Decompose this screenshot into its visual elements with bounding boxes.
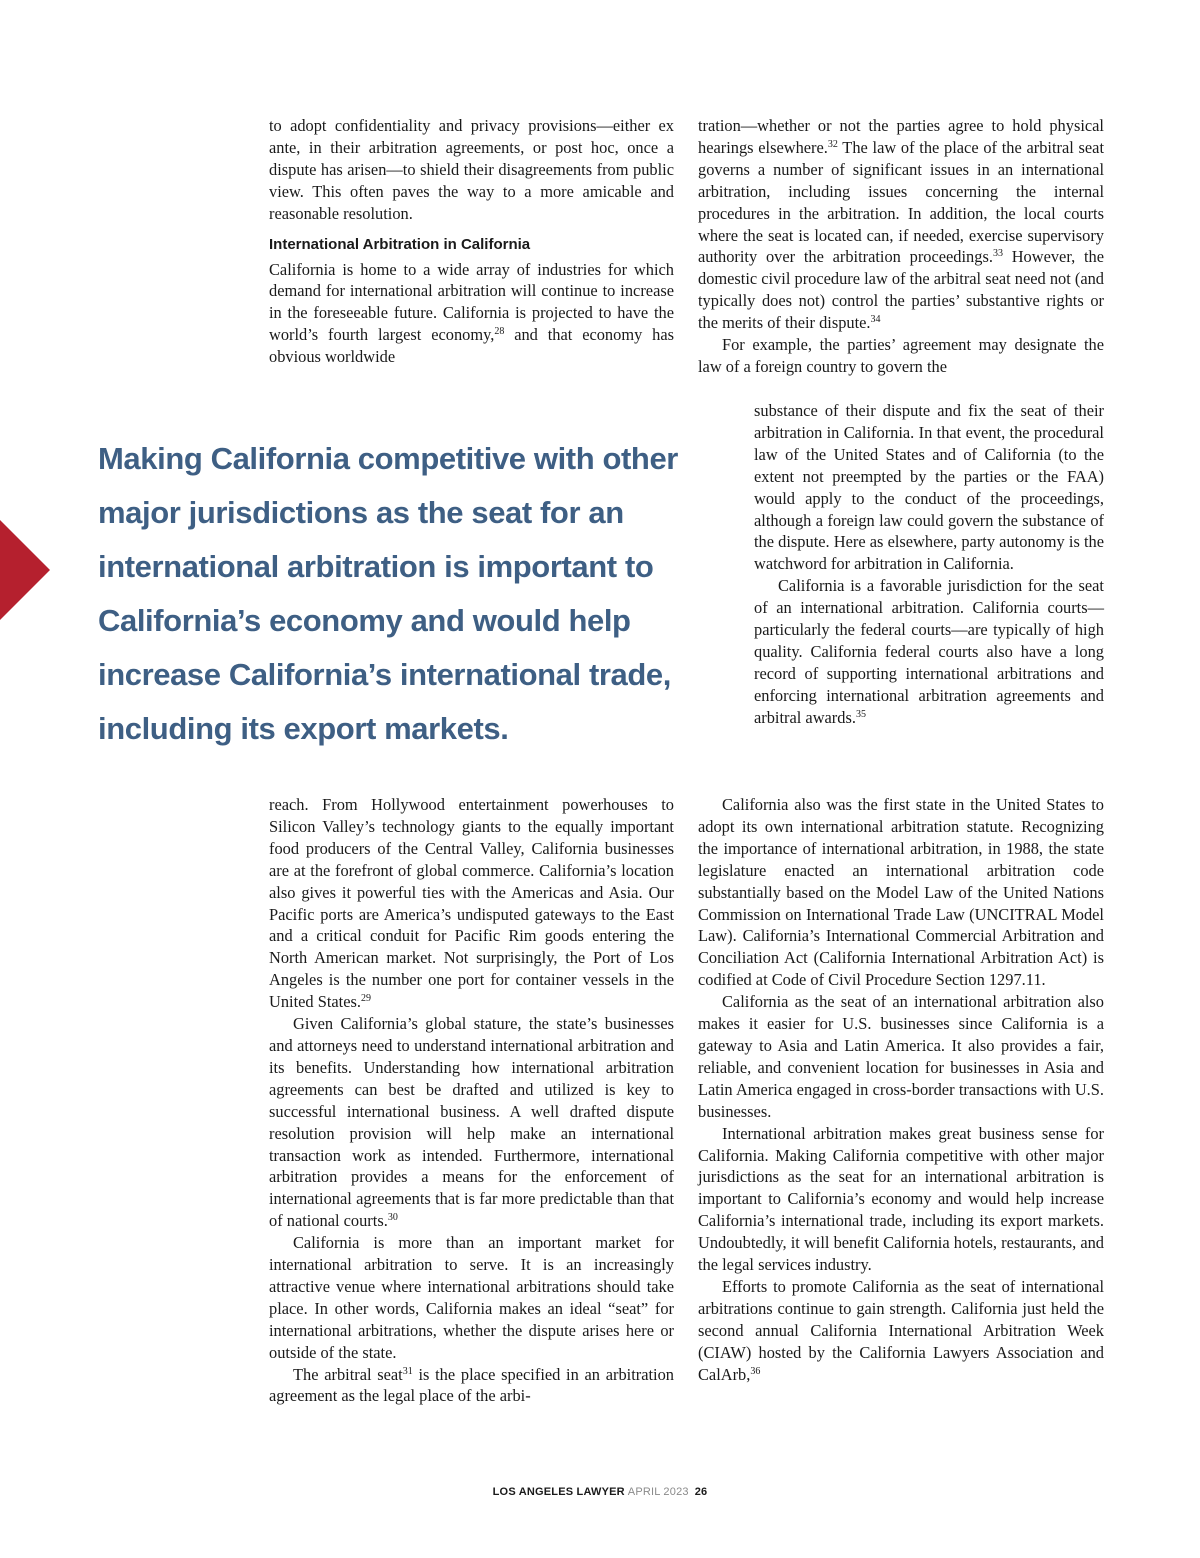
publication-name: LOS ANGELES LAWYER <box>492 1486 625 1498</box>
column-right-middle <box>754 400 1104 729</box>
footnote-ref: 32 <box>827 138 838 150</box>
footnote-ref: 31 <box>402 1365 413 1377</box>
footnote-ref: 35 <box>855 708 866 720</box>
section-heading: International Arbitration in California <box>269 235 531 253</box>
paragraph: California as the seat of an international arbitration also makes it easier for U.S. businesses since California is a gateway to Asia and Latin America. It also provides a fair, reliable, and convenient location for businesses in Asia and Latin America engaged in cross-border transactions with U.S. businesses. <box>698 992 1104 1121</box>
page-number: 26 <box>694 1486 708 1498</box>
paragraph: to adopt confidentiality and privacy provisions—either ex ante, in their arbitration agreements, or post hoc, once a dispute has arisen—to shield their disagreements from public view. This often paves the way to a more amicable and reasonable resolution. <box>269 116 674 223</box>
paragraph: substance of their dispute and fix the seat of their arbitration in California. In that event, the procedural law of the United States and of California (to the extent not preempted by the parties or the FAA) would apply to the conduct of the proceedings, although a foreign law could govern the substance of the dispute. Here as elsewhere, party autonomy is the watchword for arbitration in California. <box>754 401 1104 574</box>
paragraph: reach. From Hollywood entertainment powerhouses to Silicon Valley’s technology giants to the equally important food producers of the Central Valley, California businesses are at the forefront of global commerce. California’s location also gives it powerful ties with the Americas and Asia. Our Pacific ports are America’s undisputed gateways to the East and a critical conduit for Pacific Rim goods entering the North American market. Not surprisingly, the Port of Los Angeles is the number one port for container vessels in the United States.$^{29}$ <box>269 795 674 1012</box>
red-triangle-marker <box>0 520 50 620</box>
paragraph: The arbitral seat$^{31}$ is the place specified in an arbitration agreement as the legal place of the arbi- <box>269 1364 674 1406</box>
pull-quote: Making California competitive with other major jurisdictions as the seat for an international arbitration is important to California’s economy and would help increase California’s international trade, including its export markets. <box>98 441 678 746</box>
footnote-ref: 36 <box>750 1365 761 1377</box>
paragraph: Efforts to promote California as the seat of international arbitrations continue to gain strength. California just held the second annual California International Arbitration Week (CIAW) hosted by the California Lawyers Association and CalArb,$^{36}$ <box>698 1276 1104 1384</box>
paragraph: For example, the parties’ agreement may designate the law of a foreign country to govern the <box>698 335 1104 376</box>
footnote-ref: 30 <box>387 1212 398 1224</box>
paragraph: California is home to a wide array of industries for which demand for international arbitration will continue to increase in the foreseeable future. California is projected to have the world’s fourth largest economy,$^{28}$ and that economy has obvious worldwide <box>269 259 674 367</box>
paragraph: California is a favorable jurisdiction for the seat of an international arbitration. California courts—particularly the federal courts—are typically of high quality. California federal courts also have a long record of supporting international arbitrations and enforcing international arbitration agreements and arbitral awards.$^{35}$ <box>754 576 1104 727</box>
issue-date: APRIL 2023 <box>627 1486 689 1498</box>
paragraph: California is more than an important market for international arbitration to serve. It is an increasingly attractive venue where international arbitrations should take place. In other words, California makes an ideal “seat” for international arbitrations, whether the dispute arises here or outside of the state. <box>269 1233 674 1362</box>
column-left-top <box>269 115 674 368</box>
paragraph: Given California’s global stature, the state’s businesses and attorneys need to understand international arbitration and its benefits. Understanding how international arbitration agreements can best be drafted and utilized is key to successful international business. A well drafted dispute resolution provision will help make an international transaction work as intended. Furthermore, international arbitration provides a means for the enforcement of international agreements that is far more predictable than that of national courts.$^{30}$ <box>269 1014 674 1231</box>
paragraph: tration—whether or not the parties agree to hold physical hearings elsewhere.$^{32}$ The law of the place of the arbitral seat governs a number of significant issues in an international arbitration, including issues concerning the internal procedures in the arbitration. In addition, the local courts where the seat is located can, if needed, exercise supervisory authority over the arbitration proceedings.$^{33}$ However, the domestic civil procedure law of the arbitral seat need not (and typically does not) control the parties’ substantive rights or the merits of their dispute.$^{34}$ <box>698 116 1104 333</box>
column-right-top <box>698 115 1104 378</box>
column-right-bottom <box>698 794 1104 1385</box>
page-footer <box>0 1486 1200 1498</box>
footnote-ref: 33 <box>992 248 1003 260</box>
footnote-ref: 28 <box>494 326 505 338</box>
paragraph: California also was the first state in the United States to adopt its own international arbitration statute. Recognizing the importance of international arbitration, in 1988, the state legislature enacted an international arbitration code substantially based on the Model Law of the United Nations Commission on International Trade Law (UNCITRAL Model Law). California’s International Commercial Arbitration and Conciliation Act (California International Arbitration Act) is codified at Code of Civil Procedure Section 1297.11. <box>698 795 1104 990</box>
column-left-bottom <box>269 794 674 1407</box>
footnote-ref: 29 <box>360 993 371 1005</box>
paragraph: International arbitration makes great business sense for California. Making California competitive with other major jurisdictions as the seat for an international arbitration is important to California’s economy and would help increase California’s international trade, including its export markets. Undoubtedly, it will benefit California hotels, restaurants, and the legal services industry. <box>698 1123 1104 1275</box>
footnote-ref: 34 <box>870 314 881 326</box>
